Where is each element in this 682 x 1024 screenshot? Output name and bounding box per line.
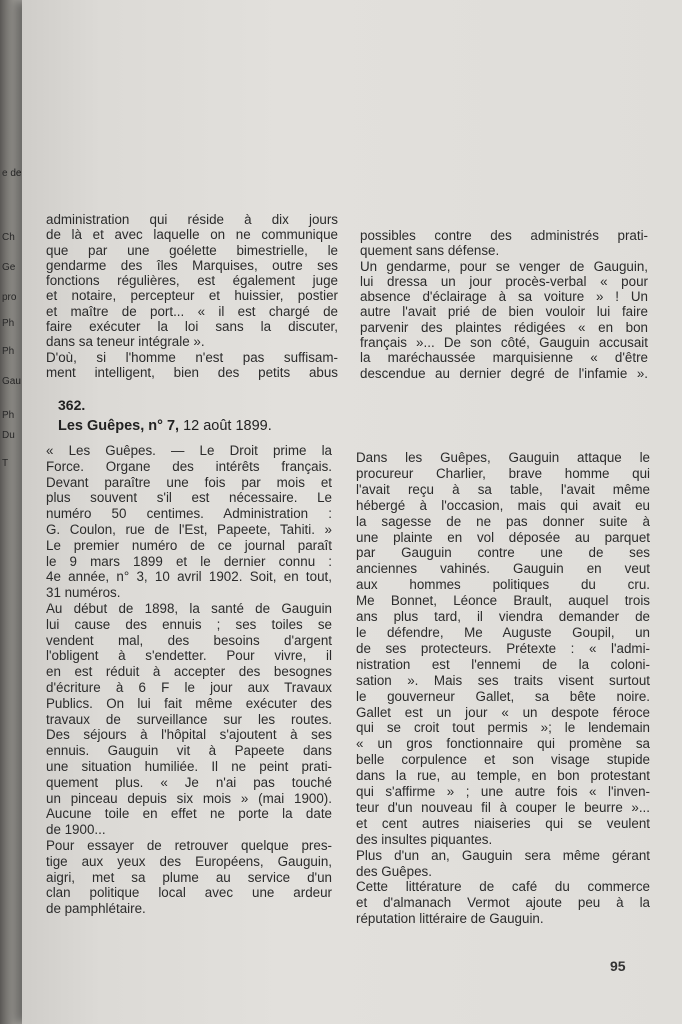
text-line: Cette littérature de café du commerce bbox=[356, 879, 650, 895]
text-line: parvenir des plaintes rédigées « en bon bbox=[360, 319, 648, 335]
text-line: français »... De son côté, Gauguin accusait bbox=[360, 335, 648, 351]
text-line: et cent autres niaiseries qui se veulent bbox=[356, 815, 650, 831]
text-line: D'où, si l'homme n'est pas suffisam- bbox=[46, 349, 338, 365]
facing-page-fragment: Ph bbox=[2, 410, 15, 421]
text-line: une situation humiliée. Il ne peint prati- bbox=[46, 758, 332, 774]
text-line: travaux de surveillance sur les routes. bbox=[46, 711, 332, 727]
text-line: un pinceau depuis six mois » (mai 1900). bbox=[46, 790, 332, 806]
left-column-bottom bbox=[46, 443, 332, 917]
text-line: et notaire, percepteur et huissier, postier bbox=[46, 288, 338, 304]
text-line: descendue au dernier degré de l'infamie ». bbox=[360, 365, 648, 381]
text-line: ans plus tard, il viendra demander de bbox=[356, 609, 650, 625]
text-line: de ses protecteurs. Prétexte : « l'admi- bbox=[356, 640, 650, 656]
text-line: Un gendarme, pour se venger de Gauguin, bbox=[360, 258, 648, 274]
facing-page-fragment: Ch bbox=[2, 232, 15, 243]
facing-page-edge bbox=[0, 0, 22, 1024]
text-line: l'obligent à s'endetter. Pour vivre, il bbox=[46, 648, 332, 664]
text-line: qui s'affirme » ; une autre fois « l'inven- bbox=[356, 784, 650, 800]
text-line: une plainte en vol déposée au parquet bbox=[356, 529, 650, 545]
entry-number: 362. bbox=[58, 397, 86, 413]
text-line: en est réduit à accepter des besognes bbox=[46, 664, 332, 680]
text-line: autre l'avait prié de bien vouloir lui faire bbox=[360, 304, 648, 320]
text-line: « Les Guêpes. — Le Droit prime la bbox=[46, 443, 332, 458]
text-line: Pour essayer de retrouver quelque pres- bbox=[46, 837, 332, 853]
text-line: Gallet est un jour « un despote féroce bbox=[356, 704, 650, 720]
text-line: et maître de port... « il est chargé de bbox=[46, 303, 338, 319]
page-number: 95 bbox=[610, 958, 626, 974]
text-line: procureur Charlier, brave homme qui bbox=[356, 465, 650, 481]
text-line: numéro 50 centimes. Administration : bbox=[46, 506, 332, 522]
text-line: dans sa teneur intégrale ». bbox=[46, 334, 205, 350]
text-line: de pamphlétaire. bbox=[46, 901, 146, 917]
text-line: fonctions régulières, est également juge bbox=[46, 273, 338, 289]
book-page bbox=[22, 0, 682, 1024]
text-line: Au début de 1898, la santé de Gauguin bbox=[46, 600, 332, 616]
text-line: belle corpulence et son visage stupide bbox=[356, 752, 650, 768]
text-line: 31 numéros. bbox=[46, 585, 121, 601]
text-line: clan politique local avec une ardeur bbox=[46, 885, 332, 901]
text-line: lui dressa un jour procès-verbal « pour bbox=[360, 273, 648, 289]
text-line: nistration est l'ennemi de la coloni- bbox=[356, 656, 650, 672]
text-line: par Gauguin contre une de ses bbox=[356, 545, 650, 561]
text-line: aux hommes politiques du cru. bbox=[356, 577, 650, 593]
facing-page-fragment: Gau bbox=[2, 376, 21, 387]
text-line: sation ». Mais ses traits visent surtout bbox=[356, 672, 650, 688]
facing-page-fragment: Ge bbox=[2, 262, 16, 273]
text-line: quement plus. « Je n'ai pas touché bbox=[46, 774, 332, 790]
text-line: le défendre, Me Auguste Goupil, un bbox=[356, 624, 650, 640]
text-line: lui cause des ennuis ; ses toiles se bbox=[46, 616, 332, 632]
entry-title-date: 12 août 1899. bbox=[179, 418, 272, 434]
text-line: de là et avec laquelle on ne communique bbox=[46, 227, 338, 243]
text-line: teur d'un nouveau fil à couper le beurre »... bbox=[356, 799, 650, 815]
text-line: anciennes vahinés. Gauguin en veut bbox=[356, 561, 650, 577]
text-line: Dans les Guêpes, Gauguin attaque le bbox=[356, 450, 650, 465]
text-line: qui se croit tout permis »; le lendemain bbox=[356, 720, 650, 736]
text-line: ment intelligent, bien des petits abus bbox=[46, 364, 338, 380]
text-line: Le premier numéro de ce journal paraît bbox=[46, 537, 332, 553]
text-line: aigri, met sa plume au service d'un bbox=[46, 869, 332, 885]
facing-page-fragment: pro bbox=[2, 292, 17, 303]
text-line: Force. Organe des intérêts français. bbox=[46, 458, 332, 474]
text-line: Des séjours à l'hôpital s'ajoutent à ses bbox=[46, 727, 332, 743]
right-column-top bbox=[360, 228, 648, 381]
text-line: la maréchaussée marquisienne « d'être bbox=[360, 350, 648, 366]
text-line: G. Coulon, rue de l'Est, Papeete, Tahiti. » bbox=[46, 521, 332, 537]
text-line: réputation littéraire de Gauguin. bbox=[356, 911, 544, 927]
text-line: tige aux yeux des Européens, Gauguin, bbox=[46, 853, 332, 869]
text-line: d'écriture à 6 F le jour aux Travaux bbox=[46, 679, 332, 695]
text-line: Plus d'un an, Gauguin sera même gérant bbox=[356, 847, 650, 863]
text-line: l'avait reçu à sa table, l'avait même bbox=[356, 481, 650, 497]
text-line: plus souvent s'il est nécessaire. Le bbox=[46, 490, 332, 506]
text-line: Aucune toile en effet ne porte la date bbox=[46, 806, 332, 822]
text-line: des insultes piquantes. bbox=[356, 831, 493, 847]
left-column-top bbox=[46, 212, 338, 380]
text-line: hébergé à l'occasion, mais qui avait eu bbox=[356, 497, 650, 513]
facing-page-fragment: Du bbox=[2, 430, 15, 441]
text-line: « un gros fonctionnaire qui promène sa bbox=[356, 736, 650, 752]
text-line: et d'almanach Vermot ajoute peu à la bbox=[356, 895, 650, 911]
text-line: des Guêpes. bbox=[356, 863, 432, 879]
facing-page-fragment: Ph bbox=[2, 346, 15, 357]
text-line: le gouverneur Gallet, sa bête noire. bbox=[356, 688, 650, 704]
text-line: vendent mal, des besoins d'argent bbox=[46, 632, 332, 648]
text-line: Devant paraître une fois par mois et bbox=[46, 474, 332, 490]
text-line: ennuis. Gauguin vit à Papeete dans bbox=[46, 743, 332, 759]
entry-title bbox=[58, 418, 272, 434]
text-line: la sagesse de ne pas donner suite à bbox=[356, 513, 650, 529]
text-line: faire exécuter la loi sans la discuter, bbox=[46, 319, 338, 335]
text-line: Me Bonnet, Léonce Brault, auquel trois bbox=[356, 593, 650, 609]
text-line: de 1900... bbox=[46, 822, 106, 838]
facing-page-fragment: Ph bbox=[2, 318, 15, 329]
text-line: possibles contre des administrés prati- bbox=[360, 228, 648, 243]
text-line: administration qui réside à dix jours bbox=[46, 212, 338, 227]
text-line: gendarme des îles Marquises, outre ses bbox=[46, 257, 338, 273]
entry-title-journal: Les Guêpes, n° 7, bbox=[58, 418, 180, 434]
text-line: dans la rue, au temple, en bon protestant bbox=[356, 768, 650, 784]
text-line: le 9 mars 1899 et le dernier connu : bbox=[46, 553, 332, 569]
text-line: Publics. On lui fait même exécuter des bbox=[46, 695, 332, 711]
text-line: que par une goélette bimestrielle, le bbox=[46, 242, 338, 258]
facing-page-fragment: T bbox=[2, 458, 9, 469]
facing-page-fragment: e de bbox=[2, 168, 22, 179]
text-line: 4e année, n° 3, 10 avril 1902. Soit, en tout, bbox=[46, 569, 332, 585]
right-column-bottom bbox=[356, 450, 650, 927]
text-line: quement sans défense. bbox=[360, 243, 500, 259]
text-line: absence d'éclairage à sa voiture » ! Un bbox=[360, 289, 648, 305]
